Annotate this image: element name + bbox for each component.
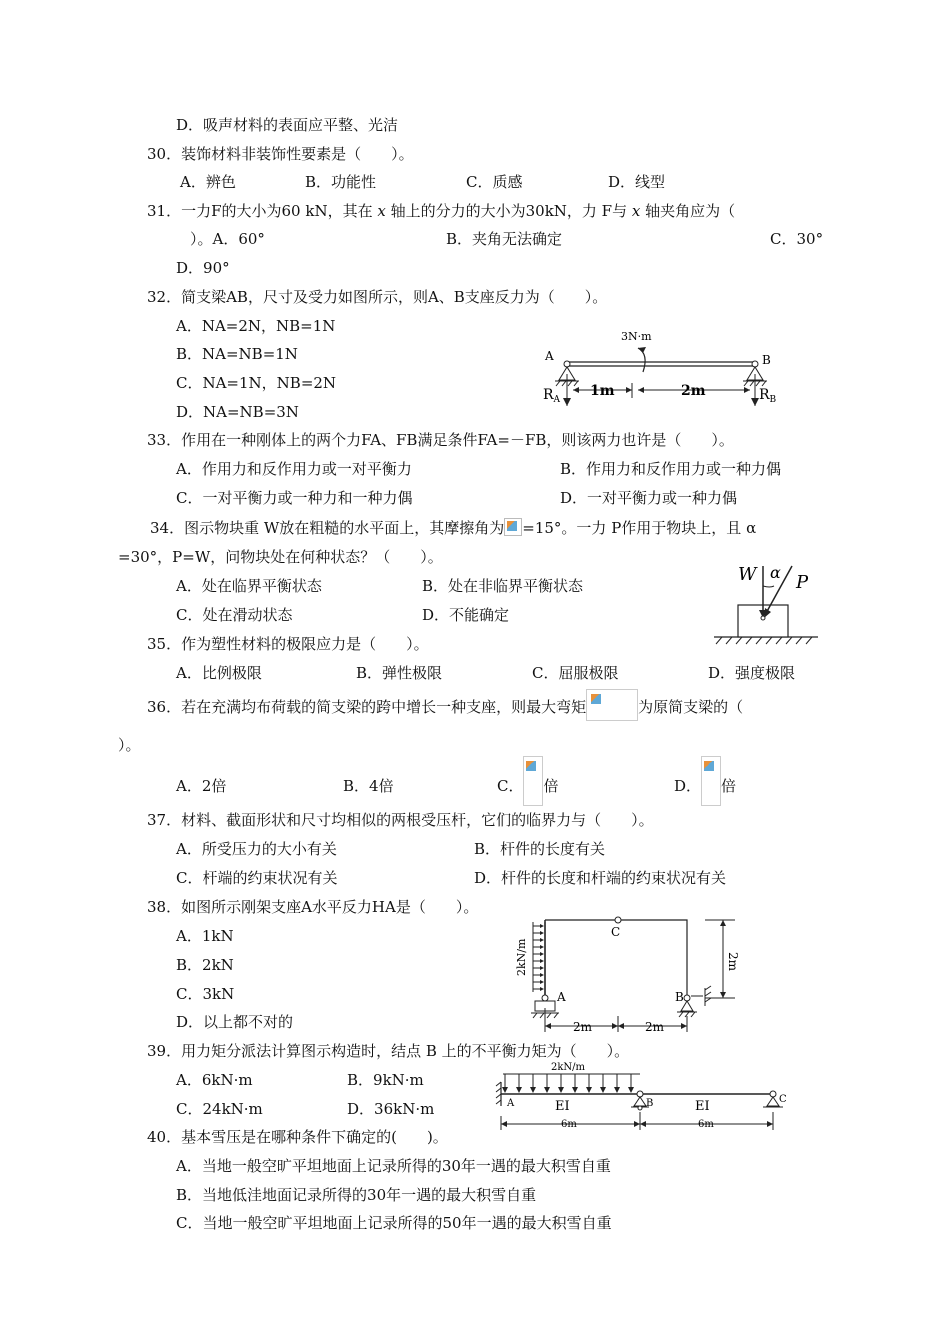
q36-stem [147, 697, 743, 729]
q32-ra-sub: A [553, 395, 561, 405]
q37-option-a: A．所受压力的大小有关 [176, 840, 337, 858]
q36-option-d [674, 776, 736, 826]
q34-stem-line2: =30°，P=W，问物块处在何种状态？（ ）。 [118, 548, 443, 566]
q30-option-c: C．质感 [466, 173, 523, 191]
q33-option-a: A．作用力和反作用力或一对平衡力 [176, 460, 412, 478]
q33-option-b: B．作用力和反作用力或一种力偶 [560, 460, 782, 478]
q33-stem: 33．作用在一种刚体上的两个力FA、FB满足条件FA=－FB，则该两力也许是（ ）。 [147, 431, 734, 449]
broken-image-icon [702, 759, 718, 775]
q36-option-b: B．4倍 [343, 777, 394, 795]
q37-option-d: D．杆件的长度和杆端的约束状况有关 [474, 869, 727, 887]
q31-option-a: ）。A．60° [190, 230, 265, 248]
q34-stem [150, 518, 756, 538]
q32-rb-r: R [759, 387, 770, 403]
q31-x2: x [631, 202, 641, 220]
q32-beam-figure [535, 326, 790, 408]
q32-stem: 32．简支梁AB，尺寸及受力如图所示，则A、B支座反力为（ ）。 [147, 288, 608, 306]
q40-option-b: B．当地低洼地面记录所得的30年一遇的最大积雪自重 [176, 1186, 537, 1204]
q39-label-a: A [507, 1098, 515, 1109]
q34-option-d: D．不能确定 [422, 606, 510, 624]
q39-label-ei2: EI [695, 1099, 710, 1114]
q31-stem [147, 201, 735, 221]
q33-option-d: D．一对平衡力或一种力偶 [560, 489, 738, 507]
q36-part1: 36．若在充满均布荷载的简支梁的跨中增长一种支座，则最大弯矩 [147, 698, 587, 716]
q37-option-c: C．杆端的约束状况有关 [176, 869, 338, 887]
q38-label-b: B [675, 990, 684, 1004]
q38-option-a: A．1kN [176, 927, 234, 945]
q32-option-a: A．NA=2N，NB=1N [176, 317, 336, 335]
q35-option-d: D．强度极限 [708, 664, 796, 682]
q34-option-b: B．处在非临界平衡状态 [422, 577, 584, 595]
q39-label-c: C [779, 1094, 787, 1105]
q38-frame-figure [505, 908, 750, 1038]
q32-dim-2m: 2m [681, 383, 706, 399]
q29-option-d: D．吸声材料的表面应平整、光洁 [176, 116, 399, 134]
q38-load-label: 2kN/m [515, 938, 528, 976]
q37-option-b: B．杆件的长度有关 [474, 840, 606, 858]
q40-stem: 40．基本雪压是在哪种条件下确定的( )。 [147, 1128, 448, 1146]
q34-part2: =15°。一力 P作用于物块上，且 α [522, 519, 757, 537]
q32-moment-label: 3N·m [621, 330, 652, 343]
q34-option-c: C．处在滑动状态 [176, 606, 293, 624]
q30-stem: 30．装饰材料非装饰性要素是（ ）。 [147, 145, 414, 163]
q32-ra-r: R [543, 387, 554, 403]
q30-option-b: B．功能性 [305, 173, 377, 191]
q34-option-a: A．处在临界平衡状态 [176, 577, 322, 595]
broken-image-icon [589, 692, 605, 708]
q35-option-b: B．弹性极限 [356, 664, 443, 682]
q39-dim-2: 6m [698, 1119, 714, 1130]
q34-label-p: P [796, 572, 809, 593]
q36-option-c-suffix: 倍 [543, 777, 559, 795]
q31-option-d: D．90° [176, 259, 230, 277]
q35-option-c: C．屈服极限 [532, 664, 619, 682]
q38-option-d: D．以上都不对的 [176, 1013, 294, 1031]
q34-label-w: W [738, 564, 757, 585]
q38-dim-height: 2m [726, 952, 740, 972]
broken-image-icon [524, 759, 540, 775]
q32-label-rb [759, 387, 777, 405]
q36-option-c-label: C． [497, 777, 524, 795]
q32-label-ra [543, 387, 561, 405]
q36-broken-formula-image [586, 689, 638, 721]
q36-option-d-image [701, 756, 721, 806]
q38-label-c: C [611, 925, 621, 939]
q39-label-b: B [646, 1098, 654, 1109]
q38-stem: 38．如图所示刚架支座A水平反力HA是（ ）。 [147, 898, 479, 916]
q35-option-a: A．比例极限 [176, 664, 262, 682]
q36-option-d-suffix: 倍 [721, 777, 737, 795]
q31-option-b: B．夹角无法确定 [446, 230, 563, 248]
broken-image-icon [504, 518, 522, 536]
q31-part2: 轴上的分力的大小为30kN，力 F与 [390, 202, 628, 220]
q36-stem-line2: ）。 [118, 736, 141, 754]
q31-part1: 31．一力F的大小为60 kN，其在 [147, 202, 373, 220]
q30-option-a: A．辨色 [180, 173, 236, 191]
q36-option-d-label: D． [674, 777, 702, 795]
q38-dim-1: 2m [573, 1020, 593, 1034]
q32-option-b: B．NA=NB=1N [176, 345, 298, 363]
q39-dim-1: 6m [561, 1119, 577, 1130]
q31-option-c: C．30° [770, 230, 824, 248]
q32-dim-1m: 1m [590, 383, 615, 399]
q36-part2: 为原简支梁的（ [638, 698, 744, 716]
q32-label-a: A [545, 349, 554, 363]
q39-option-c: C．24kN·m [176, 1100, 263, 1118]
q32-option-d: D．NA=NB=3N [176, 403, 299, 421]
q39-beam-figure [495, 1060, 795, 1132]
q30-option-d: D．线型 [608, 173, 666, 191]
q31-x: x [377, 202, 386, 220]
q33-option-c: C．一对平衡力或一种力和一种力偶 [176, 489, 413, 507]
q39-stem: 39．用力矩分派法计算图示构造时，结点 B 上的不平衡力矩为（ ）。 [147, 1042, 630, 1060]
q40-option-a: A．当地一般空旷平坦地面上记录所得的30年一遇的最大积雪自重 [176, 1157, 611, 1175]
q32-option-c: C．NA=1N，NB=2N [176, 374, 337, 392]
q32-label-b: B [762, 353, 771, 367]
q39-label-ei1: EI [555, 1099, 570, 1114]
q32-rb-sub: B [769, 395, 777, 405]
q39-option-a: A．6kN·m [176, 1071, 253, 1089]
q31-part3: 轴夹角应为（ [645, 202, 736, 220]
q34-block-figure [712, 562, 822, 648]
q38-label-a: A [557, 990, 566, 1004]
q34-label-alpha: α [770, 563, 781, 582]
q39-option-b: B．9kN·m [347, 1071, 424, 1089]
q36-option-a: A．2倍 [176, 777, 227, 795]
q38-option-b: B．2kN [176, 956, 234, 974]
q35-stem: 35．作为塑性材料的极限应力是（ ）。 [147, 635, 429, 653]
q38-option-c: C．3kN [176, 985, 235, 1003]
q36-option-c-image [523, 756, 543, 806]
q34-part1: 34．图示物块重 W放在粗糙的水平面上，其摩擦角为 [150, 519, 505, 537]
q38-dim-2: 2m [645, 1020, 665, 1034]
q39-load-label: 2kN/m [551, 1062, 586, 1073]
q39-option-d: D．36kN·m [347, 1100, 435, 1118]
q40-option-c: C．当地一般空旷平坦地面上记录所得的50年一遇的最大积雪自重 [176, 1214, 612, 1232]
q37-stem: 37．材料、截面形状和尺寸均相似的两根受压杆，它们的临界力与（ ）。 [147, 811, 654, 829]
